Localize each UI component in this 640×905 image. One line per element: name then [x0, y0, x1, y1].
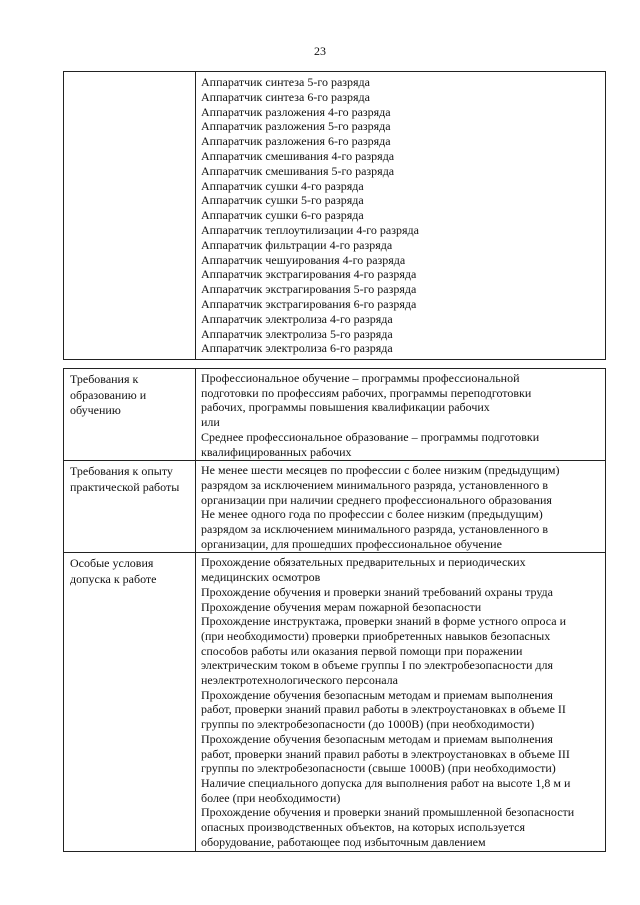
content-line: организации при наличии среднего профессионального образования [201, 492, 552, 507]
list-item: Аппаратчик разложения 5-го разряда [201, 119, 391, 134]
empty-cell [64, 72, 196, 360]
content-line: Прохождение обучения и проверки знаний требований охраны труда [201, 584, 553, 599]
list-item: Аппаратчик чешуирования 4-го разряда [201, 252, 406, 267]
list-item: Аппаратчик разложения 6-го разряда [201, 134, 391, 149]
content-line: медицинских осмотров [201, 570, 321, 585]
content-line: Прохождение обязательных предварительных и периодических [201, 555, 526, 570]
list-item: Аппаратчик сушки 6-го разряда [201, 208, 364, 223]
list-item: Аппаратчик разложения 4-го разряда [201, 104, 391, 119]
content-line: Прохождение обучения и проверки знаний промышленной безопасности [201, 805, 575, 820]
content-line: Не менее одного года по профессии с более низким (предыдущим) [201, 507, 543, 522]
content-line: Среднее профессиональное образование – программы подготовки [201, 429, 540, 444]
list-item: Аппаратчик синтеза 6-го разряда [201, 89, 370, 104]
requirement-label-cell [64, 553, 196, 851]
table-row [64, 461, 606, 553]
list-item: Аппаратчик экстрагирования 5-го разряда [201, 282, 417, 297]
table-row [64, 553, 606, 851]
requirement-content [196, 553, 605, 850]
content-line: организации, для прошедших профессиональное обучение [201, 536, 502, 551]
requirement-content [196, 369, 605, 460]
requirement-label [64, 369, 195, 419]
content-line: квалифицированных рабочих [201, 444, 352, 459]
content-line: электрическим током в объеме группы I по электробезопасности для [201, 658, 554, 673]
list-item: Аппаратчик сушки 4-го разряда [201, 178, 364, 193]
list-item: Аппаратчик синтеза 5-го разряда [201, 75, 370, 89]
requirement-label-cell [64, 461, 196, 553]
requirement-label-cell [64, 369, 196, 461]
content-line: способов работы или оказания первой помощи при поражении [201, 643, 523, 658]
content-line: подготовки по профессиям рабочих, программы переподготовки [201, 385, 532, 400]
content-line: (при необходимости) проверки приобретенных навыков безопасных [201, 628, 551, 643]
page-number: 23 [314, 44, 326, 58]
content-line: Профессиональное обучение – программы профессиональной [201, 371, 520, 385]
content-line: Наличие специального допуска для выполнения работ на высоте 1,8 м и [201, 775, 571, 790]
content-line: Прохождение инструктажа, проверки знаний в форме устного опроса и [201, 614, 566, 629]
requirements-table [63, 368, 606, 852]
content-line: разрядом за исключением минимального разряда, установленного в [201, 477, 549, 492]
content-line: оборудование, работающее под избыточным давлением [201, 834, 486, 849]
requirement-content-cell [196, 553, 606, 851]
list-item: Аппаратчик сушки 5-го разряда [201, 193, 364, 208]
content-line: Прохождение обучения мерам пожарной безопасности [201, 599, 482, 614]
requirement-label [64, 461, 195, 495]
content-line: более (при необходимости) [201, 790, 341, 805]
requirement-content-cell [196, 461, 606, 553]
content-line: Прохождение обучения безопасным методам и приемам выполнения [201, 731, 553, 746]
content-line: Не менее шести месяцев по профессии с более низким (предыдущим) [201, 463, 560, 478]
content-line: или [201, 415, 220, 430]
label-line: Требования к опыту [70, 464, 173, 479]
label-line: допуска к работе [70, 571, 157, 586]
content-line: опасных производственных объектов, на которых используется [201, 820, 525, 835]
list-item: Аппаратчик электролиза 4-го разряда [201, 311, 393, 326]
content-line: Прохождение обучения безопасным методам и приемам выполнения [201, 687, 553, 702]
list-item: Аппаратчик экстрагирования 4-го разряда [201, 267, 417, 282]
requirement-label [64, 553, 195, 587]
professions-cell [196, 72, 606, 360]
list-item: Аппаратчик электролиза 6-го разряда [201, 341, 393, 356]
list-item: Аппаратчик смешивания 5-го разряда [201, 163, 395, 178]
label-line: обучению [70, 403, 121, 417]
content-line: рабочих, программы повышения квалификации рабочих [201, 400, 490, 415]
list-item: Аппаратчик электролиза 5-го разряда [201, 326, 393, 341]
list-item: Аппаратчик смешивания 4-го разряда [201, 148, 395, 163]
list-item: Аппаратчик фильтрации 4-го разряда [201, 237, 393, 252]
professions-table [63, 71, 606, 360]
content-line: группы по электробезопасности (до 1000В) (при необходимости) [201, 717, 535, 732]
professions-list [196, 72, 605, 359]
requirement-content-cell [196, 369, 606, 461]
content-line: разрядом за исключением минимального разряда, установленного в [201, 522, 549, 537]
content-line: группы по электробезопасности (свыше 1000В) (при необходимости) [201, 761, 556, 776]
list-item: Аппаратчик экстрагирования 6-го разряда [201, 296, 417, 311]
content-line: работ, проверки знаний правил работы в электроустановках в объеме III [201, 746, 570, 761]
table-row [64, 72, 606, 360]
requirement-content [196, 461, 605, 552]
label-line: Особые условия [70, 556, 154, 571]
label-line: Требования к [70, 372, 139, 386]
content-line: неэлектротехнологического персонала [201, 673, 398, 688]
label-line: практической работы [70, 479, 180, 494]
content-line: работ, проверки знаний правил работы в электроустановках в объеме II [201, 702, 566, 717]
label-line: образованию и [70, 387, 147, 402]
list-item: Аппаратчик теплоутилизации 4-го разряда [201, 222, 419, 237]
table-row [64, 369, 606, 461]
